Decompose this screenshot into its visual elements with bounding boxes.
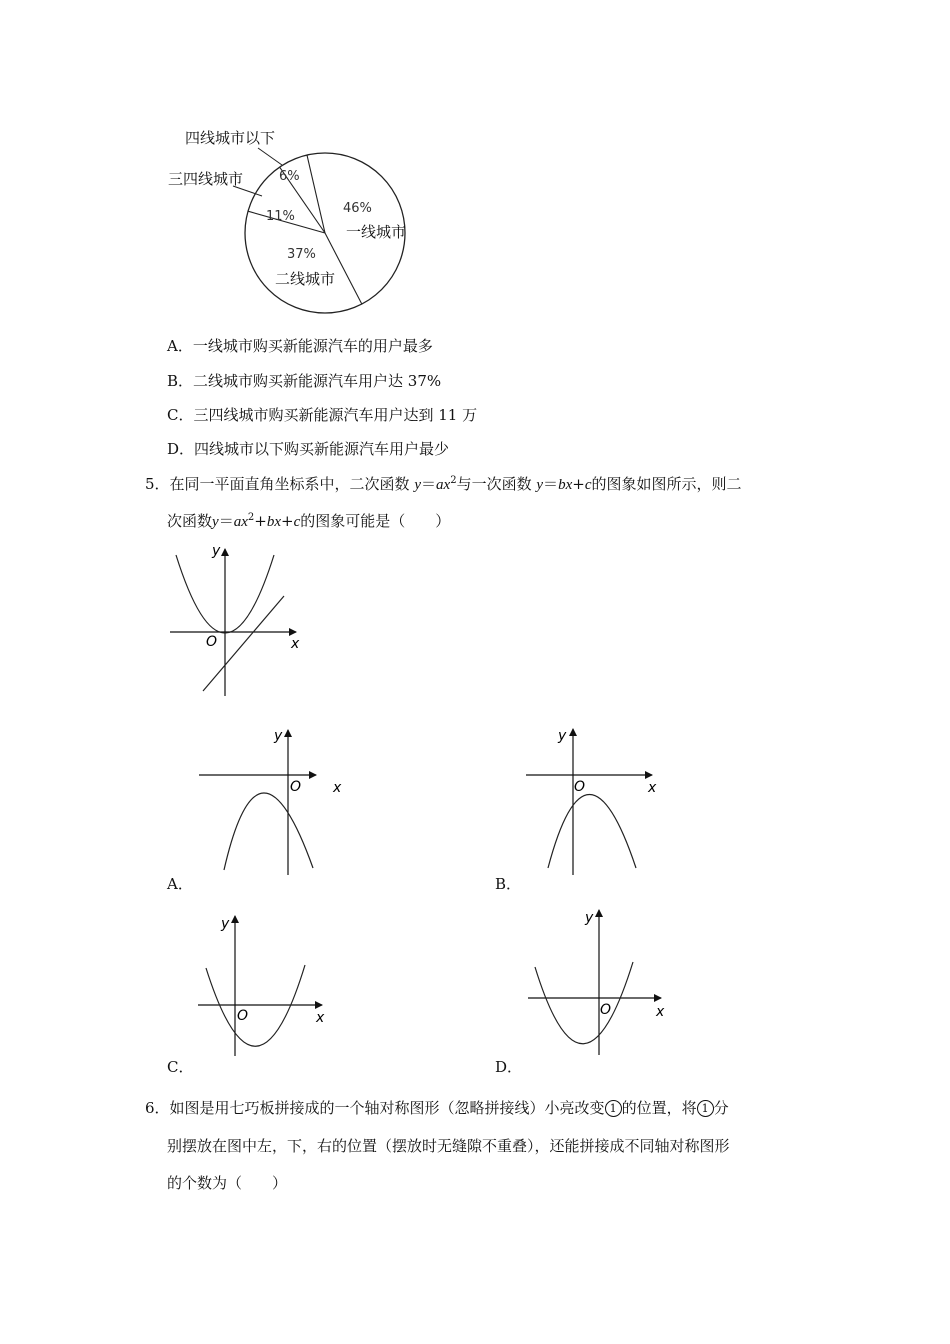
q6-line1: 6．如图是用七巧板拼接成的一个轴对称图形（忽略拼接线）小亮改变 1 的位置，将 1 分: [145, 1099, 729, 1117]
q5-line1: 5．在同一平面直角坐标系中，二次函数 $y=ax^2$与一次函数 y＝bx+c的图象如图所示，则二: [145, 475, 742, 493]
axis-x-label: x: [291, 636, 300, 652]
q5-number: 5．: [145, 475, 170, 493]
value-tier1: 46%: [343, 201, 372, 216]
q4-option-c[interactable]: [167, 404, 477, 425]
q5-option-a[interactable]: A．: [167, 875, 193, 893]
axis-x-label: x: [656, 1004, 665, 1020]
label-below4: 四线城市以下: [185, 129, 276, 147]
origin-label: O: [600, 1002, 612, 1018]
option-letter: B．: [167, 372, 194, 390]
axis-x-label: x: [316, 1010, 325, 1026]
parabola: [535, 962, 633, 1044]
q5-graph-a[interactable]: [195, 725, 345, 880]
option-text: 三四线城市购买新能源汽车用户达到 11 万: [193, 406, 478, 424]
origin-label: O: [206, 634, 218, 650]
q5-graph-d[interactable]: [520, 905, 670, 1060]
circled-one: 1: [697, 1100, 714, 1117]
q6-line2: 别摆放在图中左，下，右的位置（摆放时无缝隙不重叠），还能拼接成不同轴对称图形: [167, 1137, 730, 1155]
value-tier2: 37%: [287, 247, 316, 262]
axis-x-label: x: [648, 780, 657, 796]
value-below4: 6%: [279, 169, 300, 184]
option-text: 四线城市以下购买新能源汽车用户最少: [194, 440, 450, 458]
q5-option-d[interactable]: D．: [495, 1058, 523, 1076]
q4-option-a[interactable]: [167, 335, 433, 356]
q4-option-b[interactable]: [167, 370, 441, 391]
label-tier34: 三四线城市: [168, 170, 244, 188]
origin-label: O: [290, 779, 302, 795]
parabola: [206, 965, 305, 1046]
q5-option-b[interactable]: B．: [495, 875, 522, 893]
option-text: 二线城市购买新能源汽车用户达 37%: [193, 372, 442, 390]
value-tier34: 11%: [266, 209, 295, 224]
axis-y-label: y: [558, 728, 567, 744]
q4-option-d[interactable]: [167, 438, 449, 459]
label-tier1: 一线城市: [346, 223, 407, 241]
q5-given-graph: [160, 538, 310, 703]
q5-graph-c[interactable]: [195, 910, 345, 1060]
parabola: [224, 793, 313, 870]
origin-label: O: [574, 779, 586, 795]
origin-label: O: [237, 1008, 249, 1024]
axis-y-label: y: [212, 543, 221, 559]
axis-y-label: y: [274, 728, 283, 744]
option-letter: C．: [167, 406, 194, 424]
option-text: 一线城市购买新能源汽车的用户最多: [192, 337, 433, 355]
q5-option-c[interactable]: C．: [167, 1058, 194, 1076]
q5-graph-b[interactable]: [520, 725, 670, 880]
label-tier2: 二线城市: [275, 270, 336, 288]
parabola: [548, 795, 636, 869]
q6-line3: 的个数为（ ）: [167, 1174, 288, 1192]
option-letter: A．: [167, 337, 193, 355]
pie-chart: [160, 118, 420, 318]
axis-x-label: x: [333, 780, 342, 796]
circled-one: 1: [605, 1100, 622, 1117]
q6-number: 6．: [145, 1099, 170, 1117]
q5-line2: 次函数$y=ax^2+bx+c$的图象可能是（ ）: [167, 512, 451, 530]
axis-y-label: y: [585, 910, 594, 926]
leader-below4: [258, 148, 282, 165]
option-letter: D．: [167, 440, 195, 458]
axis-y-label: y: [221, 916, 230, 932]
